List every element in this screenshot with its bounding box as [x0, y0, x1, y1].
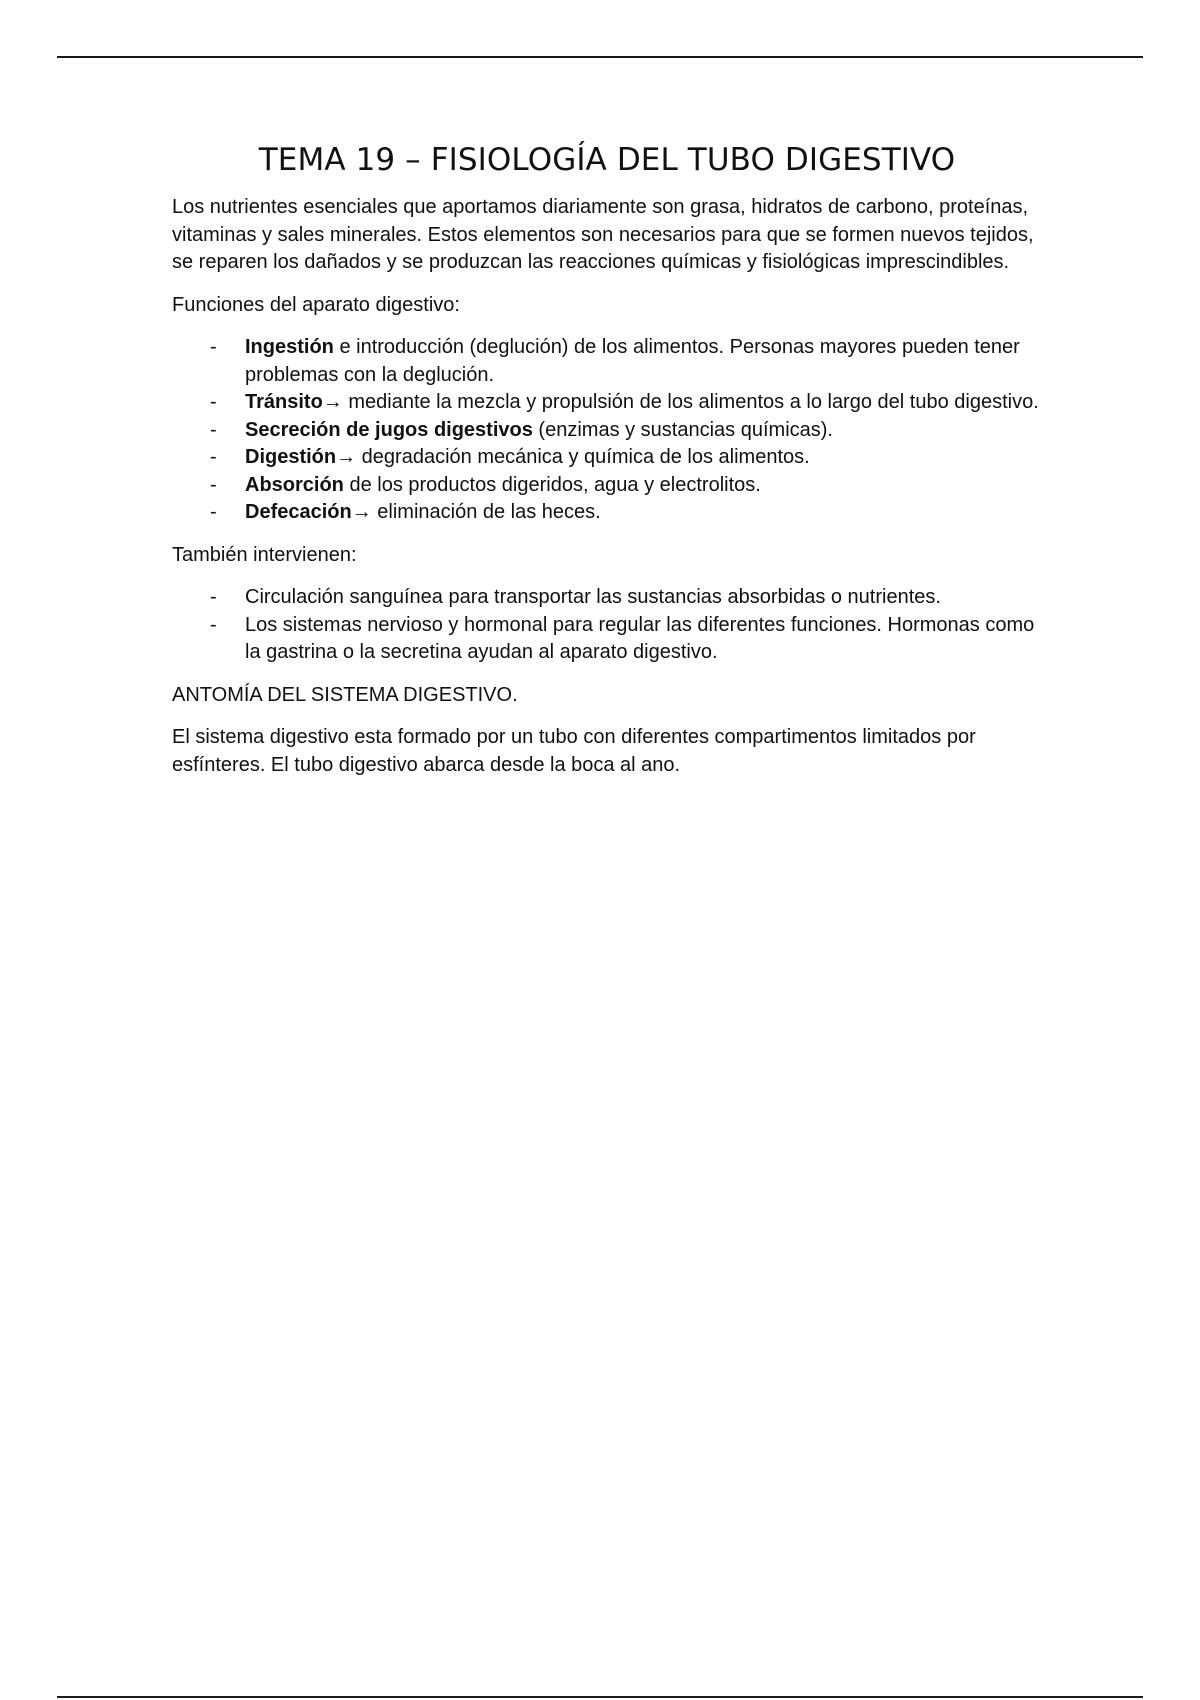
function-description: degradación mecánica y química de los alimentos.	[356, 446, 810, 468]
function-description: eliminación de las heces.	[371, 501, 601, 523]
bullet-dash: -	[210, 418, 217, 441]
anatomy-heading: ANTOMÍA DEL SISTEMA DIGESTIVO.	[172, 683, 518, 706]
list-item-text: Los sistemas nervioso y hormonal para regular las diferentes funciones. Hormonas como la gastrina o la secretina ayudan al aparato digestivo.	[245, 613, 1035, 663]
function-term: Defecación	[245, 501, 352, 523]
function-description: de los productos digeridos, agua y electrolitos.	[343, 473, 761, 496]
list-item	[172, 584, 1042, 612]
list-item-text: Circulación sanguínea para transportar las sustancias absorbidas o nutrientes.	[245, 586, 941, 608]
document-body	[172, 138, 1042, 794]
anatomy-paragraph: El sistema digestivo esta formado por un tubo con diferentes compartimentos limitados por esfínteres. El tubo digestivo abarca desde la boca al ano.	[172, 726, 976, 776]
also-list	[172, 584, 1042, 667]
bottom-rule	[57, 1696, 1143, 1698]
bullet-dash: -	[210, 473, 217, 496]
function-term: Digestión	[245, 446, 337, 468]
function-description: (enzimas y sustancias químicas).	[532, 418, 833, 441]
function-term: Tránsito	[245, 391, 323, 413]
bullet-dash: -	[210, 336, 217, 358]
list-item	[172, 499, 1042, 527]
list-item	[172, 472, 1042, 500]
function-term: Ingestión	[245, 336, 334, 358]
also-heading: También intervienen:	[172, 543, 357, 566]
function-description: e introducción (deglución) de los alimentos. Personas mayores pueden tener problemas con la deglución.	[245, 336, 1020, 386]
list-item	[172, 389, 1042, 417]
intro-paragraph: Los nutrientes esenciales que aportamos diariamente son grasa, hidratos de carbono, proteínas, vitaminas y sales minerales. Estos elementos son necesarios para que se formen nuevos tejidos, se reparen los dañados y se produzcan las reacciones químicas y fisiológicas imprescindibles.	[172, 196, 1034, 273]
functions-list	[172, 334, 1042, 527]
bullet-dash: -	[210, 446, 217, 468]
bullet-dash: -	[210, 391, 217, 413]
list-item	[172, 612, 1042, 667]
function-term: Absorción	[245, 473, 344, 496]
function-description: mediante la mezcla y propulsión de los alimentos a lo largo del tubo digestivo.	[342, 391, 1039, 413]
functions-heading: Funciones del aparato digestivo:	[172, 293, 460, 316]
list-item	[172, 334, 1042, 389]
function-term: Secreción de jugos digestivos	[245, 418, 533, 441]
arrow-icon: →	[322, 391, 343, 413]
document-title: TEMA 19 – FISIOLOGÍA DEL TUBO DIGESTIVO	[258, 142, 956, 178]
bullet-dash: -	[210, 586, 217, 608]
arrow-icon: →	[336, 446, 357, 468]
list-item	[172, 444, 1042, 472]
top-rule	[57, 56, 1143, 58]
bullet-dash: -	[210, 501, 217, 523]
bullet-dash: -	[210, 613, 217, 636]
arrow-icon: →	[351, 501, 372, 523]
list-item	[172, 417, 1042, 445]
